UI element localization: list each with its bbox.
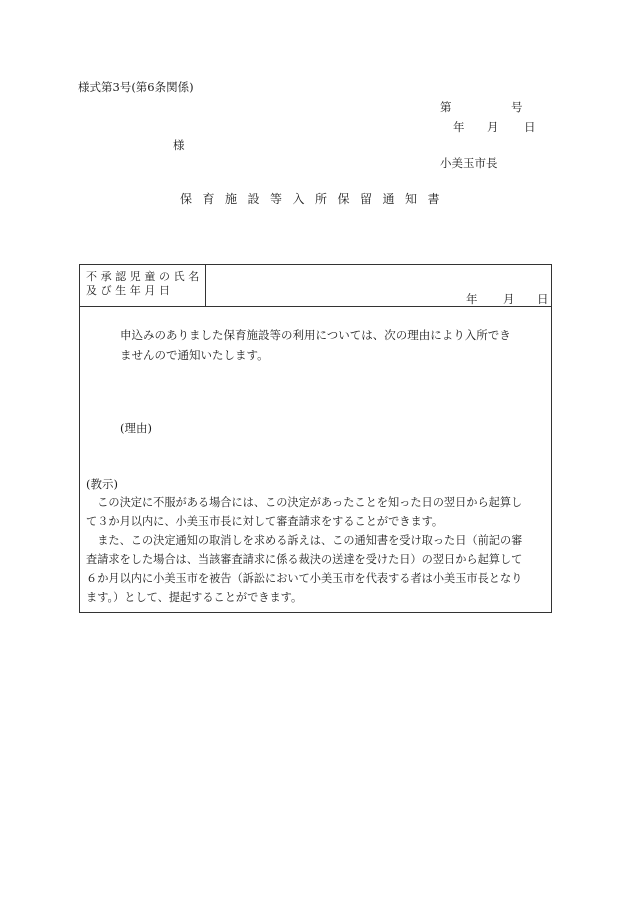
notice-line: 申込みのありました保育施設等の利用については、次の理由により入所でき (120, 328, 511, 342)
instruction-text (86, 493, 548, 607)
notice-line: ませんので通知いたします。 (120, 348, 269, 362)
doc-number-prefix: 第 (440, 100, 452, 114)
instruction-line: この決定に不服がある場合には、この決定があったことを知った日の翌日から起算し (86, 496, 523, 509)
issue-date-month: 月 (487, 120, 499, 134)
birth-date-year: 年 (466, 292, 478, 306)
instruction-line: 査請求をした場合は、当該審査請求に係る裁決の送達を受けた日）の翌日から起算して (86, 553, 523, 566)
issuer-name: 小美玉市長 (440, 156, 498, 170)
reason-label: (理由) (120, 421, 152, 435)
child-field-label-line1: 不承認児童の氏名 (86, 270, 203, 283)
addressee-suffix: 様 (173, 138, 185, 152)
child-field-value (206, 265, 551, 307)
instruction-line: て３か月以内に、小美玉市長に対して審査請求をすることができます。 (86, 515, 444, 528)
issue-date-day: 日 (524, 120, 536, 134)
birth-date-day: 日 (537, 292, 549, 306)
doc-number-suffix: 号 (511, 100, 523, 114)
form-number: 様式第3号(第6条関係) (78, 80, 194, 94)
instruction-line: また、この決定通知の取消しを求める訴えは、この通知書を受け取った日（前記の審 (86, 534, 523, 547)
instruction-line: ます。）として、提起することができます。 (86, 591, 303, 604)
notice-form-box (79, 264, 552, 613)
document-title: 保育施設等入所保留通知書 (179, 192, 450, 206)
instruction-heading: (教示) (86, 477, 118, 491)
notice-text (120, 325, 511, 365)
child-field-label (80, 265, 206, 307)
issue-date-year: 年 (453, 120, 465, 134)
child-field-label-line2: 及び生年月日 (86, 284, 174, 297)
birth-date-month: 月 (503, 292, 515, 306)
instruction-line: ６か月以内に小美玉市を被告（訴訟において小美玉市を代表する者は小美玉市長となり (86, 572, 523, 585)
